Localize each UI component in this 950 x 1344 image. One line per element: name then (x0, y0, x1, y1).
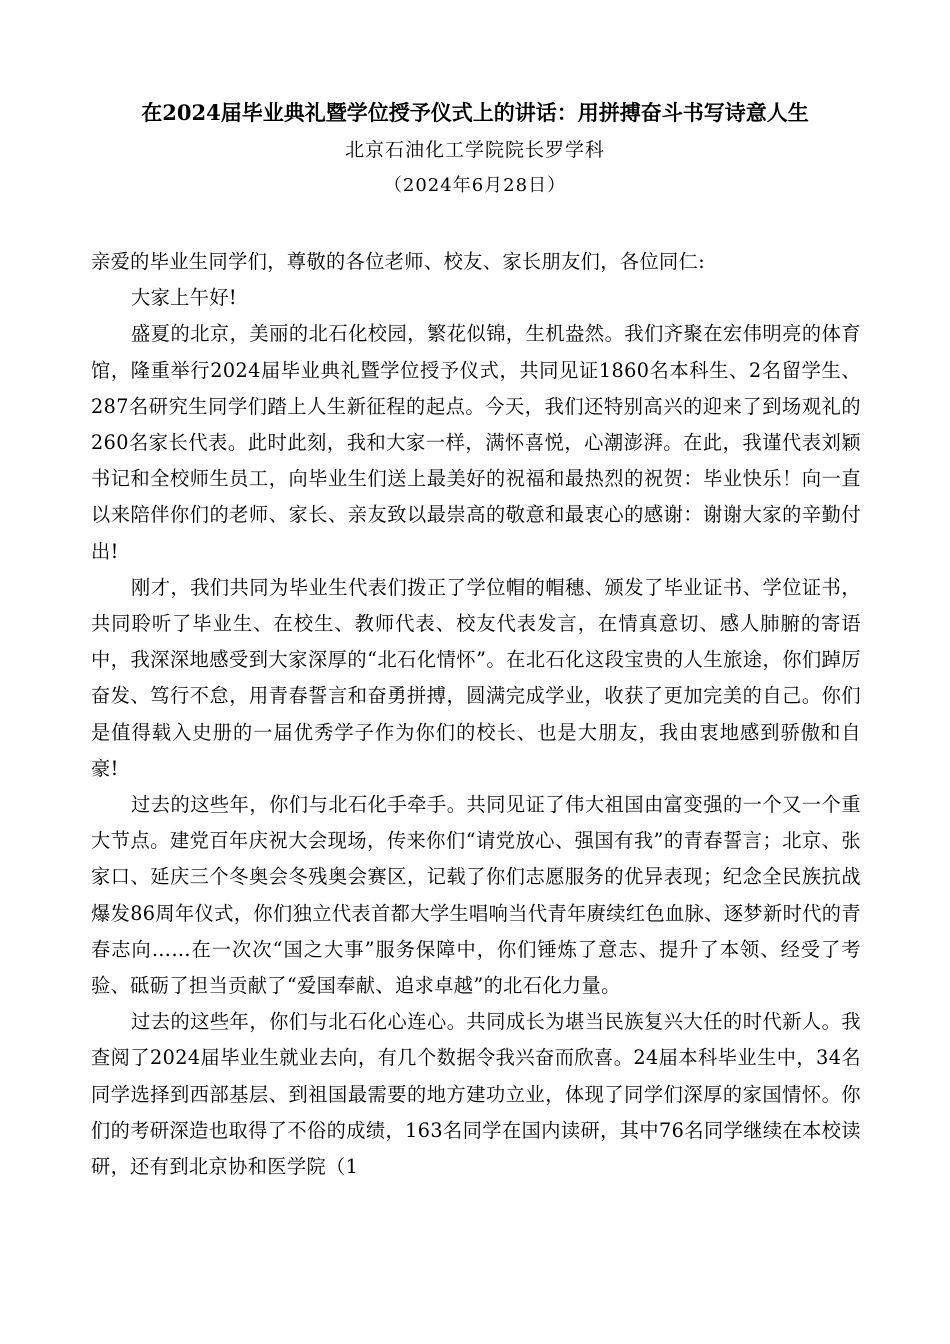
body-paragraph: 过去的这些年，你们与北石化手牵手。共同见证了伟大祖国由富变强的一个又一个重大节点。建党百年庆祝大会现场，传来你们“请党放心、强国有我”的青春誓言；北京、张家口、延庆三个冬奥会冬残奥会赛区，记载了你们志愿服务的优异表现；纪念全民族抗战爆发86周年仪式，你们独立代表首都大学生唱响当代青年赓续红色血脉、逐梦新时代的青春志向……在一次次“国之大事”服务保障中，你们锤炼了意志、提升了本领、经受了考验、砥砺了担当贡献了“爱国奉献、追求卓越”的北石化力量。 (91, 793, 861, 998)
body-paragraph: 刚才，我们共同为毕业生代表们拨正了学位帽的帽穗、颁发了毕业证书、学位证书，共同聆听了毕业生、在校生、教师代表、校友代表发言，在情真意切、感人肺腑的寄语中，我深深地感受到大家深厚的“北石化情怀”。在北石化这段宝贵的人生旅途，你们踔厉奋发、笃行不怠，用青春誓言和奋勇拼搏，圆满完成学业，收获了更加完美的自己。你们是值得载入史册的一届优秀学子作为你们的校长、也是大朋友，我由衷地感到骄傲和自豪! (91, 575, 861, 780)
greeting-paragraph: 大家上午好! (131, 286, 238, 310)
date-line: （2024年6月28日） (383, 175, 567, 196)
body-paragraph: 盛夏的北京，美丽的北石化校园，繁花似锦，生机盎然。我们齐聚在宏伟明亮的体育馆，隆重举行2024届毕业典礼暨学位授予仪式，共同见证1860名本科生、2名留学生、287名研究生同学们踏上人生新征程的起点。今天，我们还特别高兴的迎来了到场观礼的260名家长代表。此时此刻，我和大家一样，满怀喜悦，心潮澎湃。在此，我谨代表刘颖书记和全校师生员工，向毕业生们送上最美好的祝福和最热烈的祝贺：毕业快乐！向一直以来陪伴你们的老师、家长、亲友致以最崇高的敬意和最衷心的感谢：谢谢大家的辛勤付出! (91, 322, 861, 563)
document-title: 在2024届毕业典礼暨学位授予仪式上的讲话：用拼搏奋斗书写诗意人生 (141, 100, 809, 125)
author-line: 北京石油化工学院院长罗学科 (344, 139, 605, 161)
document-body (91, 244, 861, 1185)
body-paragraph: 过去的这些年，你们与北石化心连心。共同成长为堪当民族复兴大任的时代新人。我查阅了2024届毕业生就业去向，有几个数据令我兴奋而欣喜。24届本科毕业生中，34名同学选择到西部基层、到祖国最需要的地方建功立业，体现了同学们深厚的家国情怀。你们的考研深造也取得了不俗的成绩，163名同学在国内读研，其中76名同学继续在本校读研，还有到北京协和医学院（1 (91, 1010, 861, 1179)
salutation: 亲爱的毕业生同学们，尊敬的各位老师、校友、家长朋友们，各位同仁: (91, 250, 706, 273)
